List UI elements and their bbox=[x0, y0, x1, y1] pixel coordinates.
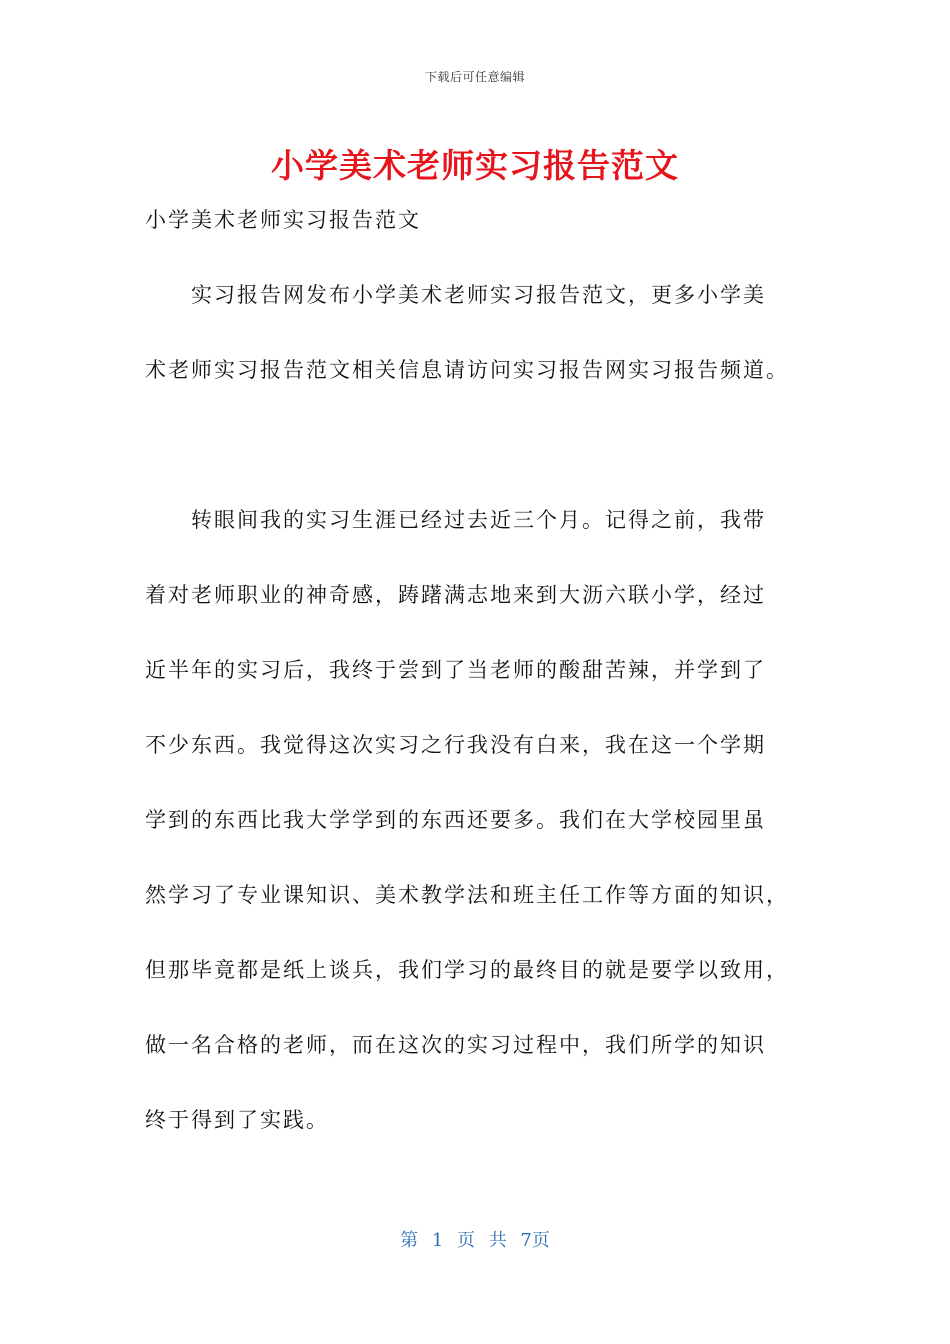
page-number: 第 1 页 共 7页 bbox=[400, 1230, 550, 1251]
paragraph-line: 着对老师职业的神奇感，踌躇满志地来到大沥六联小学，经过 bbox=[145, 583, 766, 607]
paragraph-line: 术老师实习报告范文相关信息请访问实习报告网实习报告频道。 bbox=[145, 358, 789, 382]
paragraph-line: 转眼间我的实习生涯已经过去近三个月。记得之前，我带 bbox=[191, 508, 766, 532]
document-title: 小学美术老师实习报告范文 bbox=[271, 146, 679, 185]
header-note: 下载后可任意编辑 bbox=[424, 70, 525, 84]
paragraph-line: 但那毕竟都是纸上谈兵，我们学习的最终目的就是要学以致用， bbox=[145, 958, 789, 982]
paragraph-intro bbox=[145, 280, 810, 430]
paragraph-line: 终于得到了实践。 bbox=[145, 1108, 329, 1132]
paragraph-line: 实习报告网发布小学美术老师实习报告范文，更多小学美 bbox=[191, 283, 766, 307]
document-subtitle: 小学美术老师实习报告范文 bbox=[145, 208, 421, 232]
paragraph-line: 然学习了专业课知识、美术教学法和班主任工作等方面的知识， bbox=[145, 883, 789, 907]
paragraph-line: 学到的东西比我大学学到的东西还要多。我们在大学校园里虽 bbox=[145, 808, 766, 832]
paragraph-body bbox=[145, 505, 810, 1180]
paragraph-line: 近半年的实习后，我终于尝到了当老师的酸甜苦辣，并学到了 bbox=[145, 658, 766, 682]
paragraph-line: 不少东西。我觉得这次实习之行我没有白来，我在这一个学期 bbox=[145, 733, 766, 757]
paragraph-line: 做一名合格的老师，而在这次的实习过程中，我们所学的知识 bbox=[145, 1033, 766, 1057]
